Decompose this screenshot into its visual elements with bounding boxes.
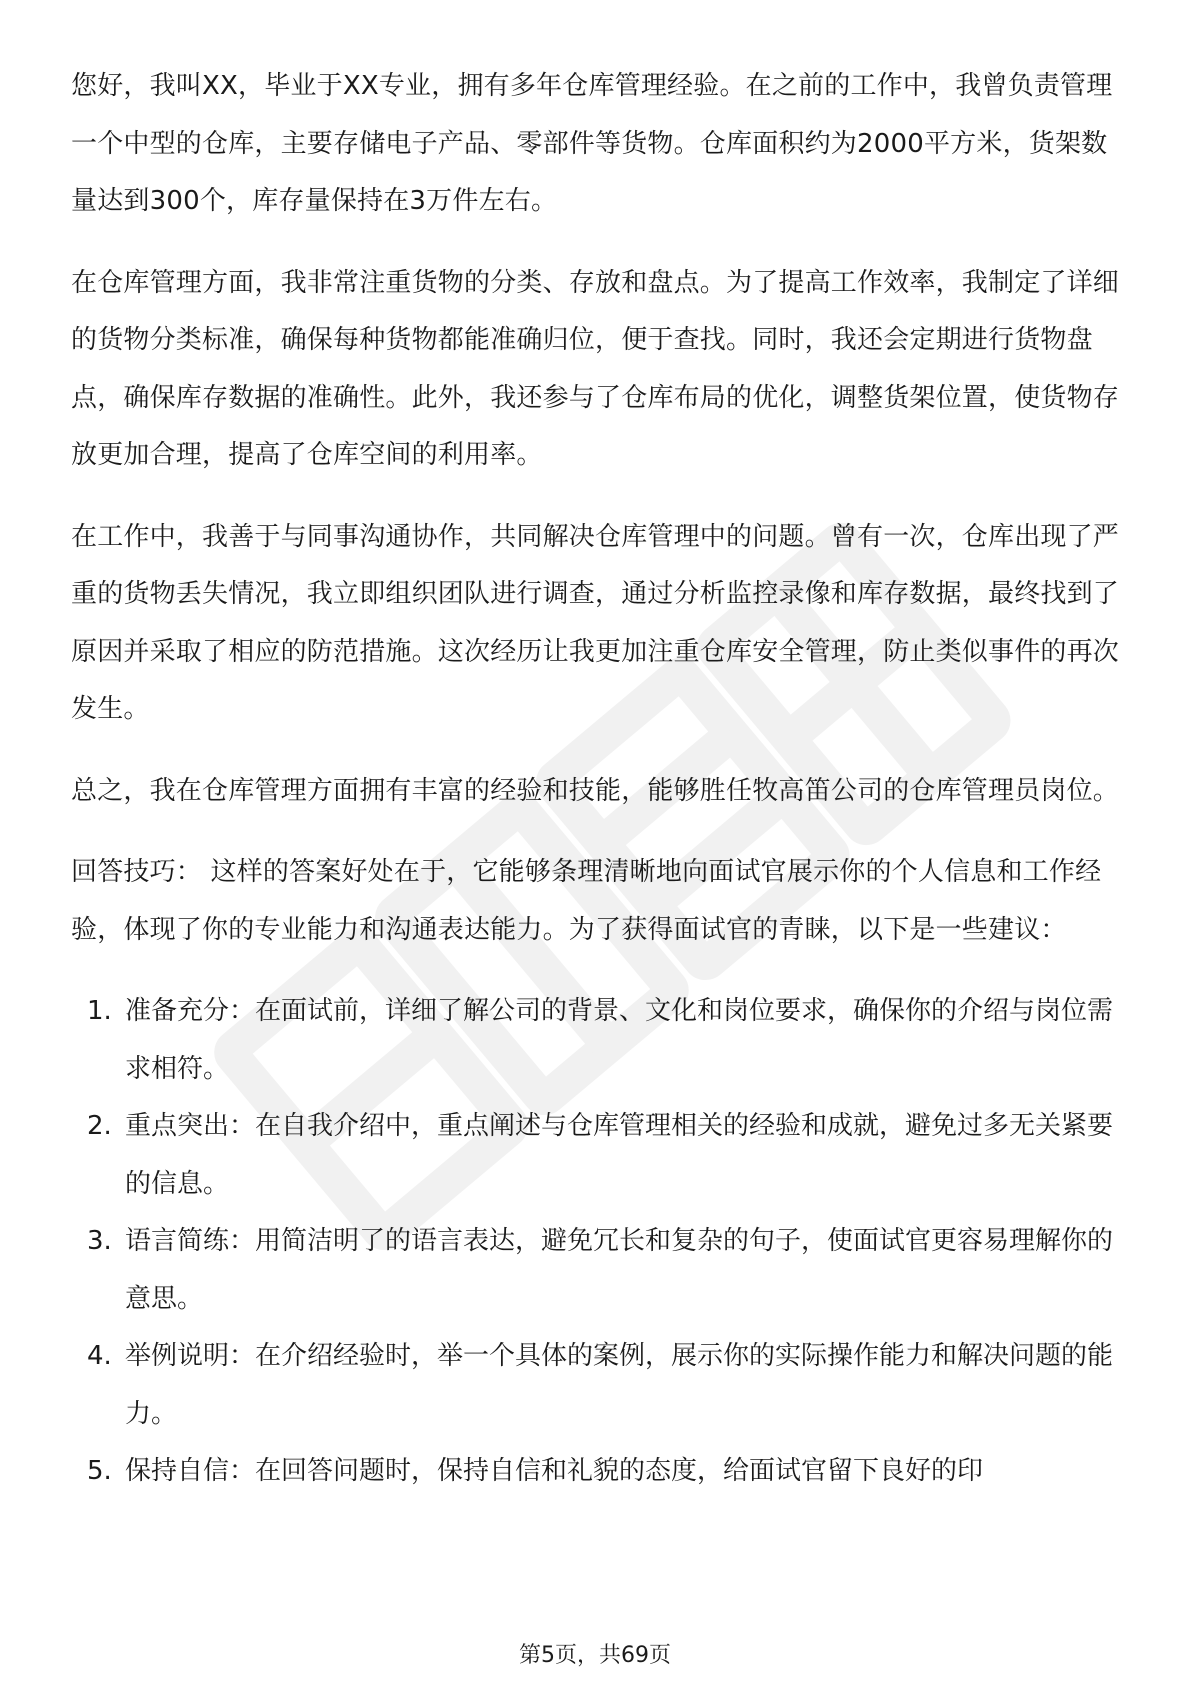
tips-list <box>71 983 1127 1501</box>
list-text: 语言简练：用简洁明了的语言表达，避免冗长和复杂的句子，使面试官更容易理解你的意思。 <box>125 1226 1114 1314</box>
list-item <box>71 1328 1127 1443</box>
paragraph-answer-tips: 回答技巧： 这样的答案好处在于，它能够条理清晰地向面试官展示你的个人信息和工作经验，体现了你的专业能力和沟通表达能力。为了获得面试官的青睐，以下是一些建议： <box>71 857 1102 945</box>
list-text: 举例说明：在介绍经验时，举一个具体的案例，展示你的实际操作能力和解决问题的能力。 <box>125 1341 1114 1429</box>
paragraph-management: 在仓库管理方面，我非常注重货物的分类、存放和盘点。为了提高工作效率，我制定了详细的货物分类标准，确保每种货物都能准确归位，便于查找。同时，我还会定期进行货物盘点，确保库存数据的准确性。此外，我还参与了仓库布局的优化，调整货架位置，使货物存放更加合理，提高了仓库空间的利用率。 <box>71 267 1120 470</box>
list-text: 重点突出：在自我介绍中，重点阐述与仓库管理相关的经验和成就，避免过多无关紧要的信息。 <box>125 1111 1114 1199</box>
list-item <box>71 1098 1127 1213</box>
list-number: 1. <box>87 996 112 1026</box>
list-number: 4. <box>87 1341 112 1371</box>
list-item <box>71 983 1127 1098</box>
list-number: 2. <box>87 1111 112 1141</box>
paragraph-intro: 您好，我叫XX，毕业于XX专业，拥有多年仓库管理经验。在之前的工作中，我曾负责管理一个中型的仓库，主要存储电子产品、零部件等货物。仓库面积约为2000平方米，货架数量达到300个，库存量保持在3万件左右。 <box>71 71 1113 216</box>
list-text: 保持自信：在回答问题时，保持自信和礼貌的态度，给面试官留下良好的印 <box>125 1456 984 1486</box>
paragraph-teamwork: 在工作中，我善于与同事沟通协作，共同解决仓库管理中的问题。曾有一次，仓库出现了严重的货物丢失情况，我立即组织团队进行调查，通过分析监控录像和库存数据，最终找到了原因并采取了相应的防范措施。这次经历让我更加注重仓库安全管理，防止类似事件的再次发生。 <box>71 521 1120 724</box>
paragraph-summary: 总之，我在仓库管理方面拥有丰富的经验和技能，能够胜任牧高笛公司的仓库管理员岗位。 <box>71 775 1120 806</box>
list-text: 准备充分：在面试前，详细了解公司的背景、文化和岗位要求，确保你的介绍与岗位需求相符。 <box>125 996 1114 1084</box>
list-number: 5. <box>87 1456 112 1486</box>
list-item <box>71 1213 1127 1328</box>
list-item <box>71 1443 1127 1501</box>
document-body <box>71 58 1127 1501</box>
page-number: 第5页，共69页 <box>519 1643 671 1668</box>
list-number: 3. <box>87 1226 112 1256</box>
